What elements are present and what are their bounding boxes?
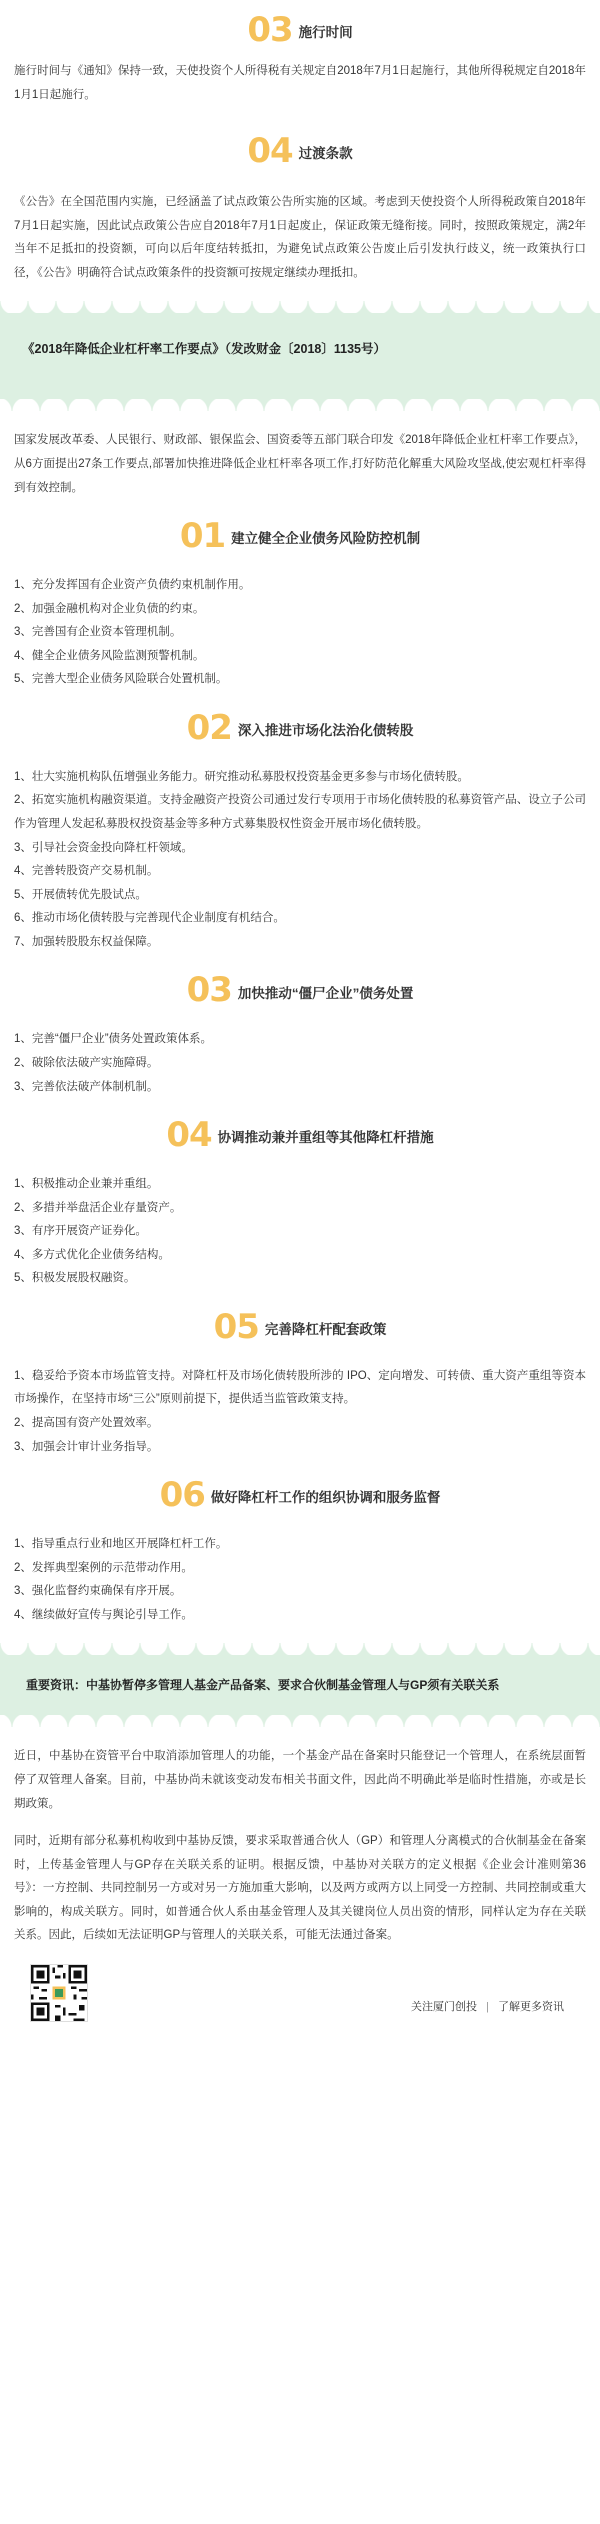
policy-title-band bbox=[0, 301, 600, 411]
section-title: 过渡条款 bbox=[298, 146, 353, 162]
follow-links bbox=[411, 1996, 564, 2019]
news-title-band bbox=[0, 1643, 600, 1727]
paragraph-intro: 国家发展改革委、人民银行、财政部、银保监会、国资委等五部门联合印发《2018年降低企业杠杆率工作要点》，从6方面提出27条工作要点,部署加快推进降低企业杠杆率各项工作,打好防范化解重大风险攻坚战,使宏观杠杆率得到有效控制。 bbox=[14, 434, 586, 494]
point-header-01 bbox=[14, 506, 586, 566]
list-item: 4、健全企业债务风险监测预警机制。 bbox=[14, 649, 205, 662]
section-header-03 bbox=[14, 0, 586, 60]
section-number: 03 bbox=[186, 970, 232, 1011]
section-title: 深入推进市场化法治化债转股 bbox=[237, 723, 414, 739]
section-title: 加快推动“僵尸企业”债务处置 bbox=[237, 985, 414, 1001]
news-title: 重要资讯：中基协暂停多管理人基金产品备案、要求合伙制基金管理人与GP须有关联关系 bbox=[26, 1678, 500, 1693]
section-title: 施行时间 bbox=[298, 25, 353, 41]
section-title: 完善降杠杆配套政策 bbox=[264, 1322, 387, 1338]
paragraph-news-2: 同时，近期有部分私募机构收到中基协反馈，要求采取普通合伙人（GP）和管理人分离模式的合伙制基金在备案时，上传基金管理人与GP存在关联关系的证明。根据反馈，中基协对关联方的定义根据《企业会计准则第36号》：一方控制、共同控制另一方或对另一方施加重大影响，以及两方或两方以上同受一方控制、共同控制或重大影响的，构成关联方。同时，如普通合伙人系由基金管理人及其关键岗位人员出资的情形，同样认定为存在关联关系。因此，后续如无法证明GP与管理人的关联关系，可能无法通过备案。 bbox=[14, 1835, 586, 1942]
list-item: 3、强化监督约束确保有序开展。 bbox=[14, 1585, 182, 1598]
list-item: 2、加强金融机构对企业负债的约束。 bbox=[14, 602, 205, 615]
section-number: 04 bbox=[166, 1115, 212, 1156]
point-list-06 bbox=[14, 1533, 586, 1627]
point-header-03 bbox=[14, 960, 586, 1020]
list-item: 1、完善“僵尸企业”债务处置政策体系。 bbox=[14, 1033, 213, 1046]
point-list-03 bbox=[14, 1028, 586, 1099]
list-item: 3、完善国有企业资本管理机制。 bbox=[14, 626, 182, 639]
footer bbox=[14, 1958, 586, 2038]
point-list-04 bbox=[14, 1173, 586, 1291]
list-item: 1、充分发挥国有企业资产负债约束机制作用。 bbox=[14, 579, 251, 592]
paragraph-transition-clause: 《公告》在全国范围内实施，已经涵盖了试点政策公告所实施的区域。考虑到天使投资个人所得税政策自2018年7月1日起实施，因此试点政策公告应自2018年7月1日起废止，保证政策无缝衔接。同时，按照政策规定，满2年当年不足抵扣的投资额，可向以后年度结转抵扣，为避免试点政策公告废止后引发执行歧义，统一政策执行口径，《公告》明确符合试点政策条件的投资额可按规定继续办理抵扣。 bbox=[14, 196, 586, 279]
list-item: 1、积极推动企业兼并重组。 bbox=[14, 1178, 159, 1191]
list-item: 5、积极发展股权融资。 bbox=[14, 1272, 136, 1285]
list-item: 7、加强转股股东权益保障。 bbox=[14, 935, 159, 948]
paragraph-implementation-time: 施行时间与《通知》保持一致，天使投资个人所得税有关规定自2018年7月1日起施行，其他所得税规定自2018年1月1日起施行。 bbox=[14, 65, 586, 101]
point-list-01 bbox=[14, 574, 586, 692]
list-item: 1、指导重点行业和地区开展降杠杆工作。 bbox=[14, 1538, 228, 1551]
list-item: 2、发挥典型案例的示范带动作用。 bbox=[14, 1561, 193, 1574]
section-number: 02 bbox=[186, 707, 232, 748]
list-item: 4、继续做好宣传与舆论引导工作。 bbox=[14, 1608, 193, 1621]
point-header-06 bbox=[14, 1465, 586, 1525]
list-item: 3、有序开展资产证券化。 bbox=[14, 1225, 147, 1238]
policy-title: 《2018年降低企业杠杆率工作要点》（发改财金〔2018〕1135号） bbox=[22, 342, 386, 357]
list-item: 3、加强会计审计业务指导。 bbox=[14, 1440, 159, 1453]
list-item: 5、开展债转优先股试点。 bbox=[14, 888, 147, 901]
point-header-05 bbox=[14, 1297, 586, 1357]
point-list-02 bbox=[14, 766, 586, 955]
more-news-link[interactable]: 了解更多资讯 bbox=[498, 2000, 564, 2013]
list-item: 3、完善依法破产体制机制。 bbox=[14, 1080, 159, 1093]
list-item: 4、完善转股资产交易机制。 bbox=[14, 865, 159, 878]
list-item: 2、拓宽实施机构融资渠道。支持金融资产投资公司通过发行专项用于市场化债转股的私募资管产品、设立子公司作为管理人发起私募股权投资基金等多种方式募集股权性资金开展市场化债转股。 bbox=[14, 794, 586, 830]
list-item: 3、引导社会资金投向降杠杆领域。 bbox=[14, 841, 193, 854]
list-item: 1、壮大实施机构队伍增强业务能力。研究推动私募股权投资基金更多参与市场化债转股。 bbox=[14, 770, 469, 783]
section-number: 06 bbox=[159, 1475, 205, 1516]
section-header-04 bbox=[14, 121, 586, 181]
list-item: 2、提高国有资产处置效率。 bbox=[14, 1417, 159, 1429]
point-header-02 bbox=[14, 698, 586, 758]
divider: | bbox=[486, 2000, 489, 2013]
section-title: 建立健全企业债务风险防控机制 bbox=[231, 531, 421, 547]
section-number: 01 bbox=[179, 516, 226, 557]
paragraph-news-1: 近日，中基协在资管平台中取消添加管理人的功能，一个基金产品在备案时只能登记一个管理人，在系统层面暂停了双管理人备案。目前，中基协尚未就该变动发布相关书面文件，因此尚不明确此举是临时性措施，亦或是长期政策。 bbox=[14, 1750, 586, 1810]
section-number: 04 bbox=[247, 131, 293, 172]
list-item: 4、多方式优化企业债务结构。 bbox=[14, 1248, 170, 1261]
section-number: 03 bbox=[247, 10, 293, 50]
section-title: 协调推动兼并重组等其他降杠杆措施 bbox=[217, 1130, 434, 1146]
list-item: 6、推动市场化债转股与完善现代企业制度有机结合。 bbox=[14, 912, 285, 925]
section-title: 做好降杠杆工作的组织协调和服务监督 bbox=[210, 1490, 441, 1506]
qr-code-icon[interactable] bbox=[30, 1964, 88, 2022]
point-header-04 bbox=[14, 1105, 586, 1165]
list-item: 5、完善大型企业债务风险联合处置机制。 bbox=[14, 673, 228, 686]
point-list-05 bbox=[14, 1365, 586, 1459]
list-item: 2、多措并举盘活企业存量资产。 bbox=[14, 1201, 182, 1214]
follow-account-link[interactable]: 关注厦门创投 bbox=[411, 2000, 478, 2013]
list-item: 2、破除依法破产实施障碍。 bbox=[14, 1056, 159, 1069]
list-item: 1、稳妥给予资本市场监管支持。对降杠杆及市场化债转股所涉的 IPO、定向增发、可转债、重大资产重组等资本市场操作，在坚持市场“三公”原则前提下，提供适当监管政策支持。 bbox=[14, 1369, 586, 1406]
section-number: 05 bbox=[213, 1306, 259, 1347]
